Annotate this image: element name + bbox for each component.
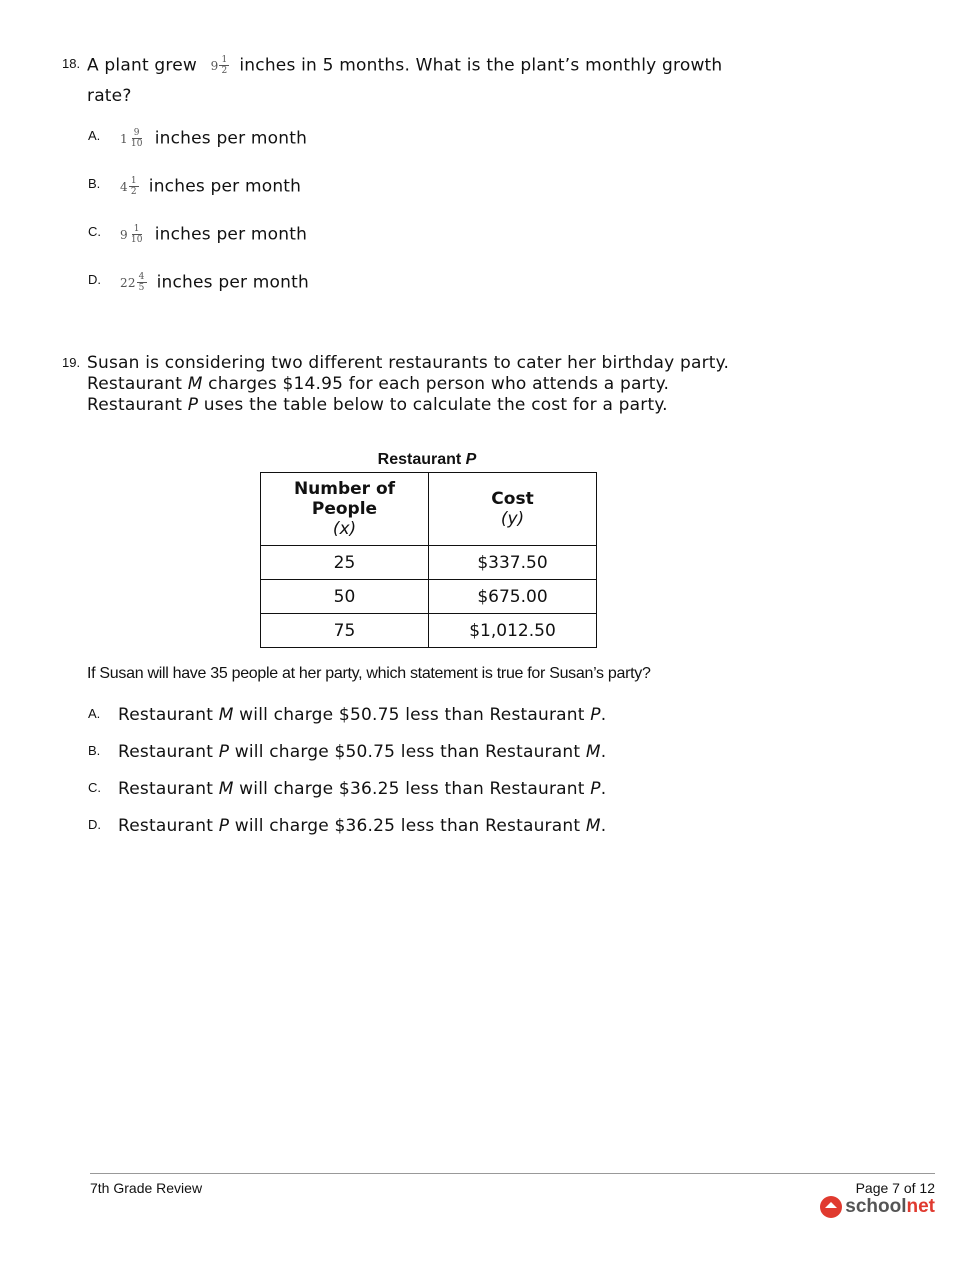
header-text: Number of <box>293 479 396 499</box>
logo-text-school: school <box>845 1196 907 1217</box>
variable: M <box>218 705 234 725</box>
fraction-denominator: 10 <box>130 139 143 149</box>
option-text <box>118 816 606 836</box>
table-row <box>261 580 597 614</box>
table-row <box>261 614 597 648</box>
option-fraction <box>120 176 139 197</box>
fraction-whole: 9 <box>210 58 219 73</box>
fraction-whole: 4 <box>120 179 128 194</box>
variable: P <box>218 816 230 836</box>
footer-divider <box>90 1173 935 1174</box>
header-variable: (x) <box>332 519 357 539</box>
text-span: . <box>600 816 607 836</box>
option-text: inches per month <box>148 176 302 197</box>
table-row <box>261 546 597 580</box>
text-span: Restaurant <box>87 395 188 415</box>
text-span: . <box>600 779 607 799</box>
page-number: Page 7 of 12 <box>855 1180 935 1196</box>
text-span: charges $14.95 for each person who attends a party. <box>202 374 670 394</box>
fraction-denominator: 5 <box>138 283 145 293</box>
option-text: inches per month <box>154 224 308 245</box>
text-span: will charge $50.75 less than Restaurant <box>233 705 591 725</box>
question-19-line3 <box>87 395 729 416</box>
cost-cell: $337.50 <box>429 546 597 580</box>
option-text <box>118 705 606 725</box>
text-span: Restaurant <box>118 816 219 836</box>
variable: M <box>187 374 203 394</box>
footer-title: 7th Grade Review <box>90 1180 203 1196</box>
fraction <box>129 176 139 197</box>
people-cell: 25 <box>261 546 429 580</box>
question-18-stem-after: inches in 5 months. What is the plant’s monthly growth <box>239 55 723 76</box>
option-letter: A. <box>88 128 101 143</box>
question-19-line2 <box>87 374 729 395</box>
fraction-numerator: 9 <box>133 128 140 138</box>
fraction <box>137 272 147 293</box>
variable: M <box>585 742 601 762</box>
fraction-numerator: 4 <box>138 272 145 282</box>
fraction-numerator: 1 <box>130 176 137 186</box>
variable: P <box>465 451 477 468</box>
text-span: . <box>600 705 607 725</box>
option-text: inches per month <box>156 272 309 293</box>
variable: M <box>218 779 234 799</box>
question-19-stem <box>87 353 729 416</box>
question-18-number: 18. <box>62 56 81 71</box>
cost-cell: $1,012.50 <box>429 614 597 648</box>
option-fraction <box>120 224 145 245</box>
variable: P <box>187 395 199 415</box>
cost-cell: $675.00 <box>429 580 597 614</box>
fraction <box>129 128 145 149</box>
fraction-whole: 1 <box>120 131 128 146</box>
variable: P <box>218 742 230 762</box>
header-text: Cost <box>491 489 534 509</box>
text-span: Restaurant <box>118 705 219 725</box>
cost-column-header <box>429 473 597 546</box>
table-header-row <box>261 473 597 546</box>
question-19-line1: Susan is considering two different restaurants to cater her birthday party. <box>87 353 730 373</box>
option-letter: D. <box>88 272 101 287</box>
fraction-numerator: 1 <box>133 224 140 234</box>
option-letter: B. <box>88 176 101 191</box>
fraction-denominator: 2 <box>221 66 228 76</box>
fraction-numerator: 1 <box>221 55 228 65</box>
text-span: will charge $36.25 less than Restaurant <box>229 816 586 836</box>
text-span: . <box>600 742 607 762</box>
option-letter: D. <box>88 817 101 832</box>
house-icon <box>820 1196 842 1218</box>
option-letter: C. <box>88 224 101 239</box>
option-text <box>118 779 606 799</box>
option-letter: C. <box>88 780 101 795</box>
text-span: Restaurant <box>118 742 219 762</box>
variable: P <box>590 705 601 725</box>
fraction-denominator: 10 <box>130 235 143 245</box>
option-fraction <box>120 272 147 293</box>
fraction <box>219 55 229 76</box>
people-cell: 50 <box>261 580 429 614</box>
people-column-header <box>261 473 429 546</box>
schoolnet-logo <box>820 1196 935 1218</box>
text-span: Restaurant <box>87 374 188 394</box>
question-19-prompt: If Susan will have 35 people at her party, which statement is true for Susan’s party? <box>87 665 651 682</box>
option-fraction <box>120 128 145 149</box>
question-19-number: 19. <box>62 355 81 370</box>
header-text: People <box>311 499 378 519</box>
people-cell: 75 <box>261 614 429 648</box>
text-span: Restaurant <box>377 451 466 468</box>
question-18-stem <box>87 55 722 76</box>
fraction-whole: 22 <box>120 275 136 290</box>
fraction <box>129 224 145 245</box>
header-variable: (y) <box>500 509 525 529</box>
question-18-stem-value <box>211 55 230 76</box>
fraction-denominator: 2 <box>130 187 137 197</box>
option-letter: B. <box>88 743 101 758</box>
fraction-whole: 9 <box>120 227 128 242</box>
table-caption <box>260 451 594 469</box>
logo-text-net: net <box>906 1196 935 1217</box>
variable: P <box>590 779 601 799</box>
variable: M <box>585 816 601 836</box>
text-span: will charge $50.75 less than Restaurant <box>229 742 586 762</box>
option-letter: A. <box>88 706 101 721</box>
option-text <box>118 742 606 762</box>
question-18-stem-line2: rate? <box>87 86 132 106</box>
text-span: uses the table below to calculate the cost for a party. <box>198 395 668 415</box>
question-18-stem-before: A plant grew <box>87 55 197 76</box>
text-span: will charge $36.25 less than Restaurant <box>233 779 591 799</box>
option-text: inches per month <box>154 128 308 149</box>
text-span: Restaurant <box>118 779 219 799</box>
restaurant-p-table <box>260 472 597 648</box>
